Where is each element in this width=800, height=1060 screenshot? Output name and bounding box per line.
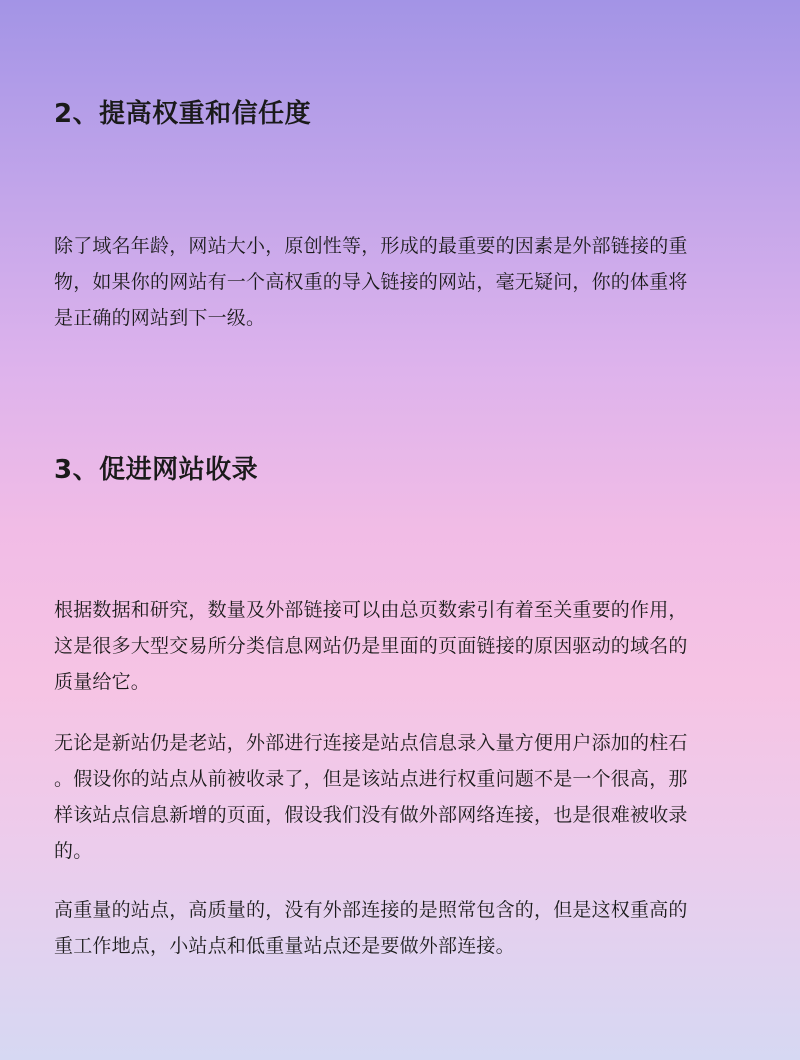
paragraph-line: 样该站点信息新增的页面，假设我们没有做外部网络连接，也是很难被收录 [54,804,688,826]
paragraph-line: 的。 [54,840,93,862]
paragraph-line: 重工作地点，小站点和低重量站点还是要做外部连接。 [54,935,515,957]
paragraph-line: 。假设你的站点从前被收录了，但是该站点进行权重问题不是一个很高，那 [54,768,688,790]
paragraph-line: 这是很多大型交易所分类信息网站仍是里面的页面链接的原因驱动的域名的 [54,635,688,657]
section-heading-2: 2、提高权重和信任度 [54,99,312,129]
paragraph-line: 根据数据和研究，数量及外部链接可以由总页数索引有着至关重要的作用， [54,599,688,621]
paragraph-line: 是正确的网站到下一级。 [54,307,266,329]
paragraph-high-weight-site [54,892,754,964]
paragraph-line: 除了域名年龄，网站大小，原创性等，形成的最重要的因素是外部链接的重 [54,235,688,257]
section-heading-3: 3、促进网站收录 [54,455,259,485]
paragraph-line: 质量给它。 [54,671,151,693]
paragraph-line: 物，如果你的网站有一个高权重的导入链接的网站，毫无疑问，你的体重将 [54,271,688,293]
paragraph-line: 高重量的站点，高质量的，没有外部连接的是照常包含的，但是这权重高的 [54,899,688,921]
paragraph-new-old-site [54,725,754,869]
paragraph-line: 无论是新站仍是老站，外部进行连接是站点信息录入量方便用户添加的柱石 [54,732,688,754]
paragraph-domain-weight [54,228,754,336]
paragraph-research [54,592,754,700]
